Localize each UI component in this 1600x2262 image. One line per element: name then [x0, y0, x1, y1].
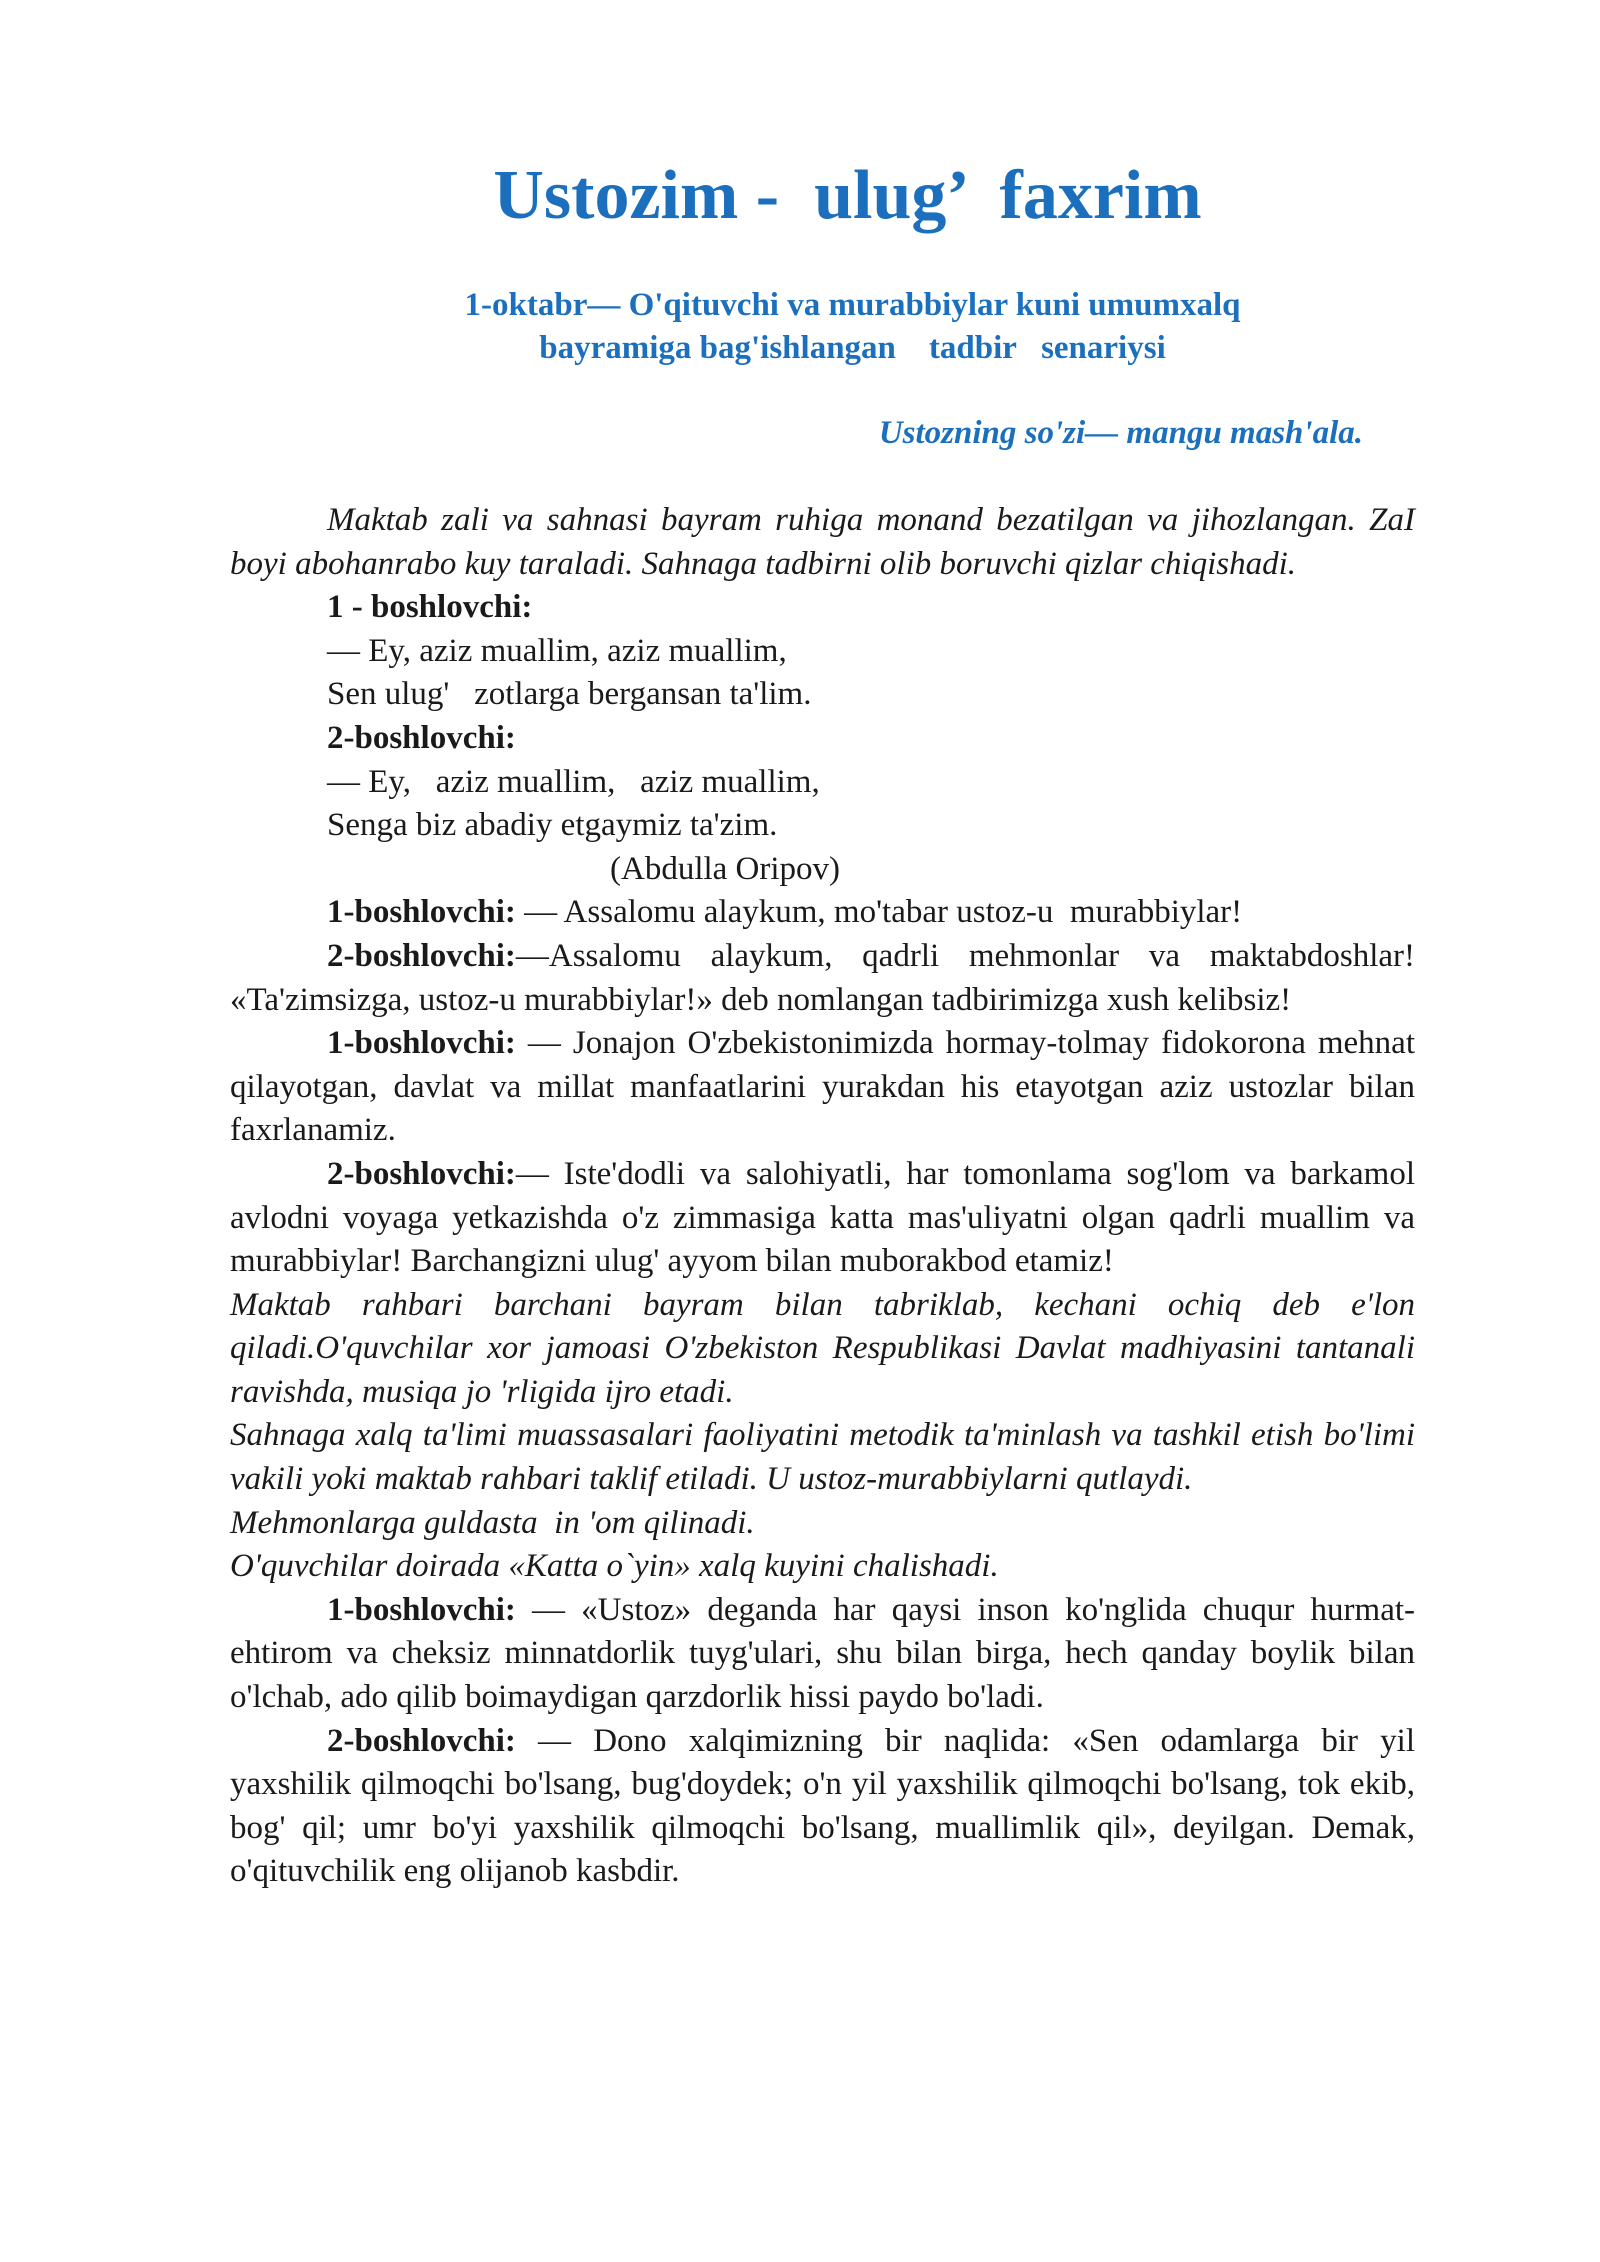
intro-paragraph: Maktab zali va sahnasi bayram ruhiga monand bezatilgan va jihozlangan. ZaI boyi abohanrabo kuy taraladi. Sahnaga tadbirni olib boruvchi qizlar chiqishadi.	[230, 502, 1415, 582]
stage-direction: Sahnaga xalq ta'limi muassasalari faoliyatini metodik ta'minlash va tashkil etish bo'limi vakili yoki maktab rahbari taklif etiladi. U ustoz-murabbiylarni qutlaydi.	[230, 1417, 1415, 1498]
speaker-label: 1-boshlovchi:	[327, 894, 516, 931]
dialogue-paragraph	[230, 1720, 1415, 1894]
dialogue-paragraph	[230, 1153, 1415, 1284]
stage-direction: O'quvchilar doirada «Katta o`yin» xalq kuyini chalishadi.	[230, 1548, 999, 1585]
verse-line: Sen ulug' zotlarga bergansan ta'lim.	[327, 676, 812, 713]
speaker-label: 1-boshlovchi:	[327, 1025, 516, 1062]
page-title: Ustozim - ulug’ faxrim	[493, 157, 1202, 234]
speaker-label: 2-boshlovchi:	[327, 937, 516, 974]
verse-line: — Ey, aziz muallim, aziz muallim,	[327, 632, 787, 669]
speaker-label: 2-boshlovchi:	[327, 1155, 516, 1192]
subtitle-line-2: bayramiga bag'ishlangan tadbir senariysi	[539, 330, 1166, 366]
dialogue-text: — Assalomu alaykum, mo'tabar ustoz-u murabbiylar!	[515, 894, 1243, 931]
epigraph: Ustozning so'zi— mangu mash'ala.	[878, 415, 1363, 451]
speaker-1-heading	[230, 586, 1415, 630]
dialogue-paragraph	[230, 935, 1415, 1022]
subtitle-line-1: 1-oktabr— O'qituvchi va murabbiylar kuni umumxalq	[464, 287, 1241, 323]
dialogue-text: — Iste'dodli va salohiyatli, har tomonlama sog'lom va barkamol avlodni voyaga yetkazishda o'z zimmasiga katta mas'uliyatni olgan qadrli muallim va murabbiylar! Barchangizni ulug' ayyom bilan muborakbod etamiz!	[230, 1155, 1415, 1280]
speaker-label: 2-boshlovchi:	[327, 719, 516, 756]
verse-line: — Ey, aziz muallim, aziz muallim,	[327, 763, 820, 800]
speaker-label: 2-boshlovchi:	[327, 1722, 516, 1759]
dialogue-text: —Assalomu alaykum, qadrli mehmonlar va maktabdoshlar! «Ta'zimsizga, ustoz-u murabbiylar!» deb nomlangan tadbirimizga xush kelibsiz!	[230, 937, 1415, 1018]
stage-direction: Maktab rahbari barchani bayram bilan tabriklab, kechani ochiq deb e'lon qiladi.O'quvchilar xor jamoasi O'zbekiston Respublikasi Davlat madhiyasini tantanali ravishda, musiqa jo 'rligida ijro etadi.	[230, 1286, 1415, 1410]
document-page	[230, 150, 1415, 1894]
dialogue-paragraph	[230, 1022, 1415, 1153]
page-subtitle	[230, 284, 1415, 370]
speaker-label: 1 - boshlovchi:	[327, 589, 533, 626]
dialogue-text: — Jonajon O'zbekistonimizda hormay-tolmay fidokorona mehnat qilayotgan, davlat va millat manfaatlarini yurakdan his etayotgan aziz ustozlar bilan faxrlanamiz.	[230, 1025, 1415, 1149]
dialogue-paragraph	[230, 1589, 1415, 1720]
document-body	[230, 499, 1415, 1894]
dialogue-text: — «Ustoz» deganda har qaysi inson ko'nglida chuqur hurmat-ehtirom va cheksiz minnatdorlik tuyg'ulari, shu bilan birga, hech qanday boylik bilan o'lchab, ado qilib boimaydigan qarzdorlik hissi paydo bo'ladi.	[230, 1591, 1415, 1716]
stage-direction: Mehmonlarga guldasta in 'om qilinadi.	[230, 1504, 755, 1541]
dialogue-paragraph	[230, 891, 1415, 935]
dialogue-text: — Dono xalqimizning bir naqlida: «Sen odamlarga bir yil yaxshilik qilmoqchi bo'lsang, bug'doydek; o'n yil yaxshilik qilmoqchi bo'lsang, tok ekib, bog' qil; umr bo'yi yaxshilik qilmoqchi bo'lsang, muallimlik qil», deyilgan. Demak, o'qituvchilik eng olijanob kasbdir.	[230, 1722, 1415, 1890]
verse-line: Senga biz abadiy etgaymiz ta'zim.	[327, 807, 778, 844]
verse-author: (Abdulla Oripov)	[610, 850, 841, 887]
speaker-2-heading	[230, 717, 1415, 761]
speaker-label: 1-boshlovchi:	[327, 1591, 516, 1628]
